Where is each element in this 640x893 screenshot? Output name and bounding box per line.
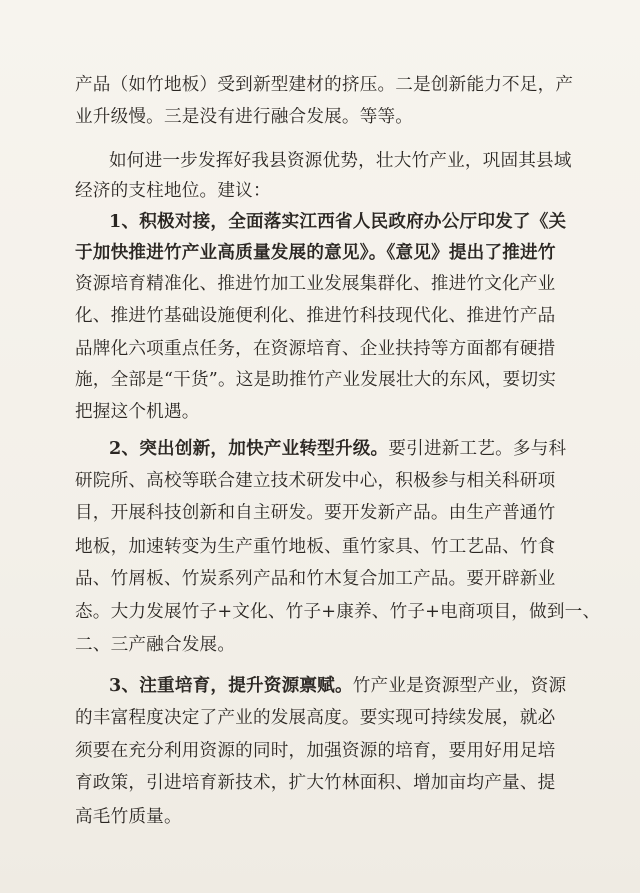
- text-line: 须要在充分利用资源的同时，加强资源的培育，要用好用足培: [75, 741, 556, 761]
- text-line: 品牌化六项重点任务，在资源培育、企业扶持等方面都有硬措: [75, 339, 556, 359]
- text-line: 的丰富程度决定了产业的发展高度。要实现可持续发展，就必: [75, 708, 556, 728]
- text-line: 业升级慢。三是没有进行融合发展。等等。: [75, 107, 414, 127]
- text-line: 如何进一步发挥好我县资源优势，壮大竹产业，巩固其县域: [109, 151, 572, 171]
- text-run: 要引进新工艺。多与科: [388, 439, 567, 459]
- text-bold: 于加快推进竹产业高质量发展的意见》。《意见》提出了推进竹: [75, 242, 556, 263]
- text-line: 资源培育精准化、推进竹加工业发展集群化、推进竹文化产业: [75, 274, 556, 294]
- text-line: 品、竹屑板、竹炭系列产品和竹木复合加工产品。要开辟新业: [75, 569, 556, 589]
- text-line: 高毛竹质量。: [75, 807, 182, 827]
- text-line: 地板，加速转变为生产重竹地板、重竹家具、竹工艺品、竹食: [75, 537, 556, 557]
- text-line: 二、三产融合发展。: [75, 635, 236, 655]
- text-line: 目，开展科技创新和自主研发。要开发新产品。由生产普通竹: [75, 503, 556, 523]
- text-line: 研院所、高校等联合建立技术研发中心，积极参与相关科研项: [75, 471, 556, 491]
- section-heading: 3、注重培育，提升资源禀赋。: [109, 675, 353, 696]
- text-line: 化、推进竹基础设施便利化、推进竹科技现代化、推进竹产品: [75, 306, 556, 326]
- text-line: 1、积极对接，全面落实江西省人民政府办公厅印发了《关: [109, 211, 567, 232]
- text-line: 把握这个机遇。: [75, 402, 200, 422]
- text-line: 施，全部是“干货”。这是助推竹产业发展壮大的东风，要切实: [75, 370, 557, 390]
- text-line: [75, 240, 556, 266]
- text-line: [109, 673, 566, 699]
- text-line: 经济的支柱地位。建议：: [75, 181, 271, 201]
- text-line: 态。大力发展竹子+文化、竹子+康养、竹子+电商项目，做到一、: [75, 602, 601, 622]
- section-heading: 2、突出创新，加快产业转型升级。: [109, 438, 389, 459]
- text-line: [109, 436, 566, 462]
- text-line: 产品（如竹地板）受到新型建材的挤压。二是创新能力不足，产: [75, 75, 574, 95]
- text-line: 育政策，引进培育新技术，扩大竹林面积、增加亩均产量、提: [75, 773, 556, 793]
- text-run: 竹产业是资源型产业，资源: [352, 676, 567, 696]
